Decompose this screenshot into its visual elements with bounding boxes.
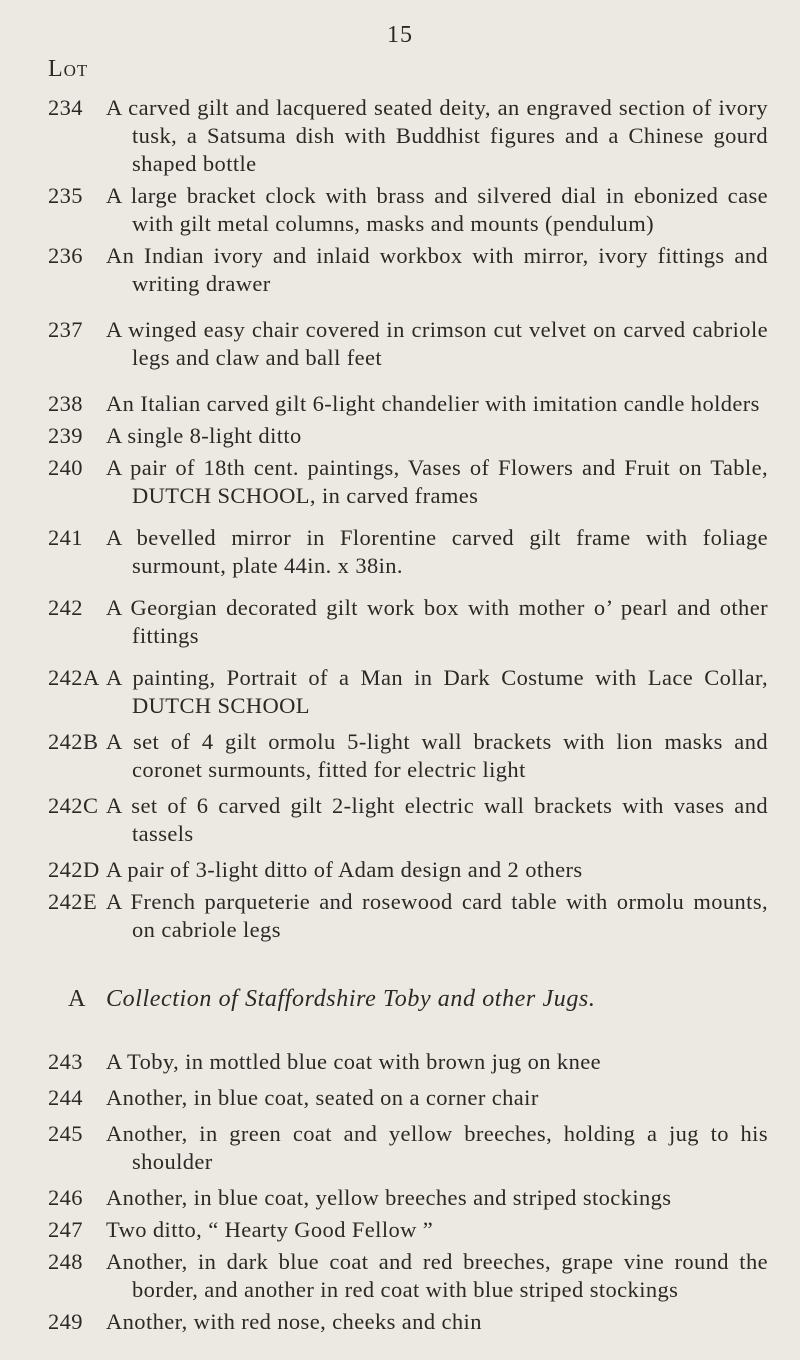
lot-entry — [48, 1120, 768, 1176]
section-letter: A — [68, 986, 86, 1012]
lot-entry — [48, 316, 768, 372]
lot-number: 243 — [48, 1049, 83, 1074]
lot-entry — [48, 422, 768, 450]
lot-entry — [48, 664, 768, 720]
lot-column-header: Lot — [48, 56, 89, 82]
page-number: 15 — [387, 22, 413, 48]
lot-description: Another, in blue coat, yellow breeches and striped stockings — [106, 1185, 672, 1210]
lot-description: A Georgian decorated gilt work box with mother o’ pearl and other fittings — [106, 595, 768, 648]
lot-entry — [48, 792, 768, 848]
lot-number: 234 — [48, 95, 83, 120]
lot-entry — [48, 390, 768, 418]
lot-entry — [48, 1248, 768, 1304]
section-title: Collection of Staffordshire Toby and other Jugs. — [106, 986, 596, 1012]
lot-list — [48, 94, 768, 1336]
lot-description: Another, in dark blue coat and red breeches, grape vine round the border, and another in red coat with blue striped stockings — [106, 1249, 768, 1302]
lot-number: 239 — [48, 423, 83, 448]
lot-number: 244 — [48, 1085, 83, 1110]
lot-description: A Toby, in mottled blue coat with brown jug on knee — [106, 1049, 602, 1074]
lot-entry — [48, 1308, 768, 1336]
section-heading — [48, 984, 768, 1014]
lot-number: 242 — [48, 595, 83, 620]
lot-entry — [48, 594, 768, 650]
lot-number: 237 — [48, 317, 83, 342]
lot-number: 235 — [48, 183, 83, 208]
lot-description: Another, in green coat and yellow breeches, holding a jug to his shoulder — [106, 1121, 768, 1174]
lot-description: A pair of 3-light ditto of Adam design and 2 others — [106, 857, 583, 882]
lot-description: An Italian carved gilt 6-light chandelier with imitation candle holders — [106, 391, 760, 416]
lot-description: A set of 6 carved gilt 2-light electric wall brackets with vases and tassels — [106, 793, 768, 846]
lot-number: 247 — [48, 1217, 83, 1242]
lot-number: 245 — [48, 1121, 83, 1146]
lot-entry — [48, 1048, 768, 1076]
lot-number: 242E — [48, 889, 98, 914]
lot-entry — [48, 856, 768, 884]
lot-entry — [48, 182, 768, 238]
lot-number: 242C — [48, 793, 99, 818]
lot-number: 242D — [48, 857, 100, 882]
lot-number: 240 — [48, 455, 83, 480]
lot-entry — [48, 1184, 768, 1212]
lot-description: A carved gilt and lacquered seated deity, an engraved section of ivory tusk, a Satsuma dish with Buddhist figures and a Chinese gourd shaped bottle — [106, 95, 768, 176]
lot-description: A pair of 18th cent. paintings, Vases of Flowers and Fruit on Table, DUTCH SCHOOL, in carved frames — [106, 455, 768, 508]
lot-entry — [48, 888, 768, 944]
lot-number: 242A — [48, 665, 100, 690]
lot-description: A winged easy chair covered in crimson cut velvet on carved cabriole legs and claw and ball feet — [106, 317, 768, 370]
lot-description: A large bracket clock with brass and silvered dial in ebonized case with gilt metal columns, masks and mounts (pendulum) — [106, 183, 768, 236]
lot-description: A single 8-light ditto — [106, 423, 302, 448]
lot-entry — [48, 1084, 768, 1112]
lot-entry — [48, 454, 768, 510]
lot-entry — [48, 242, 768, 298]
lot-description: A set of 4 gilt ormolu 5-light wall brackets with lion masks and coronet surmounts, fitted for electric light — [106, 729, 768, 782]
lot-description: A painting, Portrait of a Man in Dark Costume with Lace Collar, DUTCH SCHOOL — [106, 665, 768, 718]
lot-entry — [48, 1216, 768, 1244]
lot-number: 246 — [48, 1185, 83, 1210]
lot-description: An Indian ivory and inlaid workbox with mirror, ivory fittings and writing drawer — [106, 243, 768, 296]
lot-number: 248 — [48, 1249, 83, 1274]
lot-description: Another, in blue coat, seated on a corner chair — [106, 1085, 539, 1110]
lot-description: Another, with red nose, cheeks and chin — [106, 1309, 482, 1334]
lot-entry — [48, 94, 768, 178]
lot-entry — [48, 728, 768, 784]
lot-description: A French parqueterie and rosewood card table with ormolu mounts, on cabriole legs — [106, 889, 768, 942]
lot-number: 241 — [48, 525, 83, 550]
lot-number: 242B — [48, 729, 99, 754]
lot-number: 249 — [48, 1309, 83, 1334]
lot-description: Two ditto, “ Hearty Good Fellow ” — [106, 1217, 434, 1242]
lot-number: 238 — [48, 391, 83, 416]
lot-number: 236 — [48, 243, 83, 268]
lot-description: A bevelled mirror in Florentine carved gilt frame with foliage surmount, plate 44in. x 38in. — [106, 525, 768, 578]
lot-entry — [48, 524, 768, 580]
